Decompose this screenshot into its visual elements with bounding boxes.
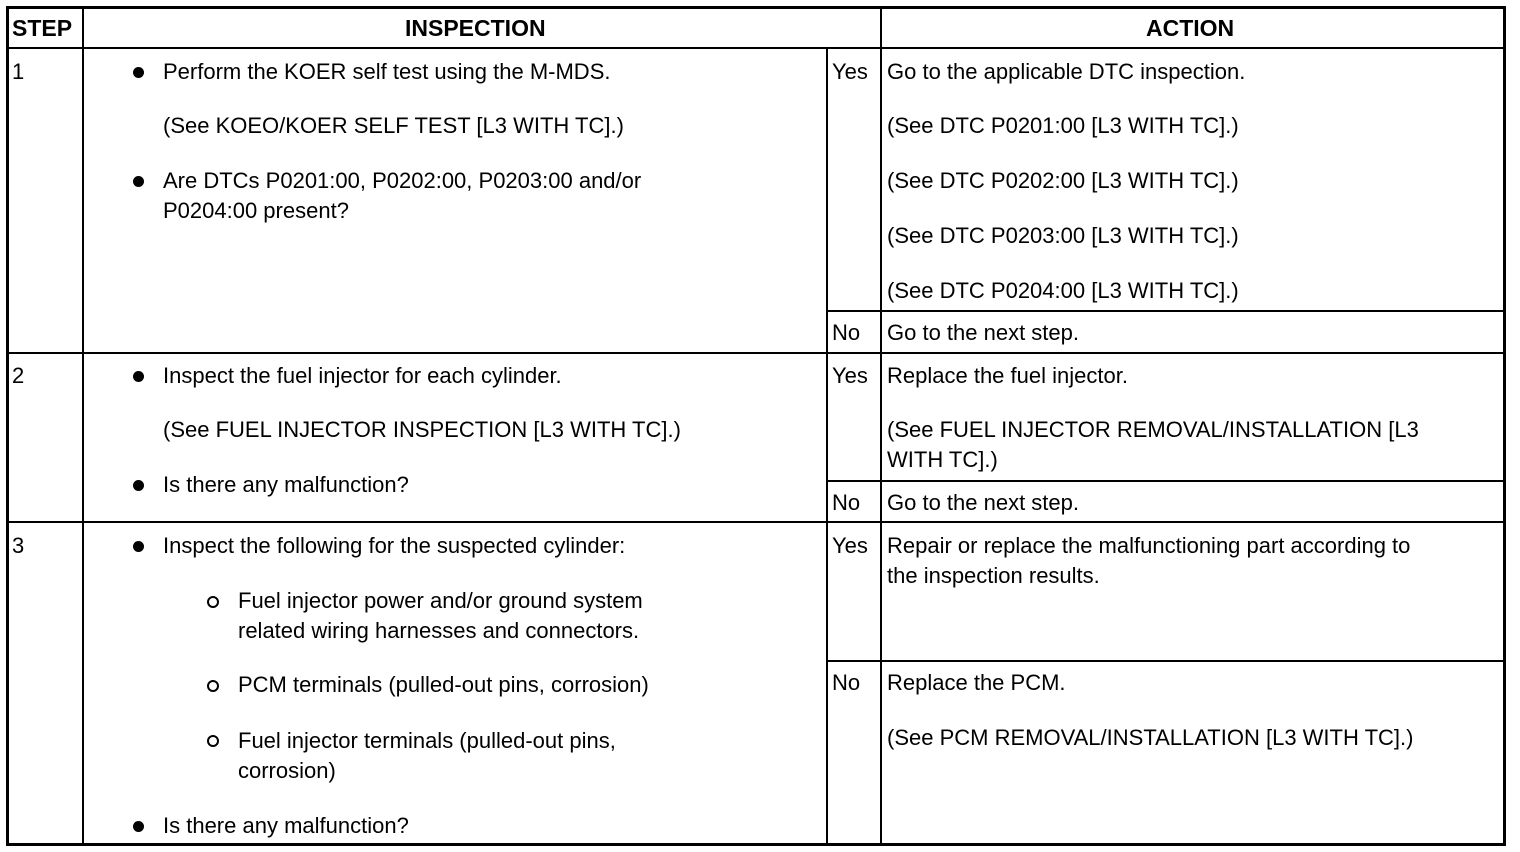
step-column-divider [82,8,84,844]
header-action: ACTION [1146,15,1235,41]
yes-label: Yes [832,59,868,84]
action-reference: (See DTC P0202:00 [L3 WITH TC].) [887,168,1239,193]
action-text: Go to the applicable DTC inspection. [887,59,1246,84]
action-reference: (See DTC P0201:00 [L3 WITH TC].) [887,113,1239,138]
inspection-text: Is there any malfunction? [163,472,409,497]
inspection-result-divider [826,49,828,844]
inspection-subitem: PCM terminals (pulled-out pins, corrosion) [238,672,649,697]
inspection-reference: (See KOEO/KOER SELF TEST [L3 WITH TC].) [163,113,624,138]
inspection-reference: (See FUEL INJECTOR INSPECTION [L3 WITH TC].) [163,417,681,442]
step-number: 2 [12,363,25,388]
action-text: Repair or replace the malfunctioning part according to [887,533,1411,558]
row2-yes-no-divider [826,480,1504,482]
no-label: No [832,670,861,695]
bullet-icon [133,480,144,491]
yes-label: Yes [832,363,868,388]
no-label: No [832,320,861,345]
inspection-text: Is there any malfunction? [163,813,409,838]
row1-yes-no-divider [826,310,1504,312]
sub-bullet-icon [207,680,219,692]
action-reference: WITH TC].) [887,447,998,472]
no-label: No [832,490,861,515]
bullet-icon [133,67,144,78]
row3-yes-no-divider [826,660,1504,662]
step-number: 1 [12,59,25,84]
inspection-subitem: Fuel injector power and/or ground system [238,588,643,613]
inspection-subitem: related wiring harnesses and connectors. [238,618,640,643]
bullet-icon [133,821,144,832]
action-column-divider [880,8,882,844]
header-divider [8,47,1504,49]
inspection-text: Inspect the following for the suspected cylinder: [163,533,626,558]
action-text: Go to the next step. [887,320,1080,345]
row2-divider [8,521,1504,523]
inspection-text: P0204:00 present? [163,198,349,223]
sub-bullet-icon [207,596,219,608]
step-number: 3 [12,533,25,558]
action-text: Replace the PCM. [887,670,1066,695]
inspection-subitem: corrosion) [238,758,336,783]
inspection-text: Are DTCs P0201:00, P0202:00, P0203:00 and/or [163,168,642,193]
sub-bullet-icon [207,735,219,747]
bullet-icon [133,371,144,382]
inspection-text: Inspect the fuel injector for each cylinder. [163,363,562,388]
action-reference: (See DTC P0204:00 [L3 WITH TC].) [887,278,1239,303]
inspection-subitem: Fuel injector terminals (pulled-out pins, [238,728,616,753]
action-text: Go to the next step. [887,490,1080,515]
bullet-icon [133,541,144,552]
header-inspection: INSPECTION [405,15,546,41]
bullet-icon [133,176,144,187]
row1-divider [8,352,1504,354]
action-reference: (See FUEL INJECTOR REMOVAL/INSTALLATION [L3 [887,417,1419,442]
action-text: Replace the fuel injector. [887,363,1128,388]
action-reference: (See DTC P0203:00 [L3 WITH TC].) [887,223,1239,248]
action-text: the inspection results. [887,563,1100,588]
inspection-text: Perform the KOER self test using the M-MDS. [163,59,611,84]
yes-label: Yes [832,533,868,558]
header-step: STEP [12,15,73,41]
action-reference: (See PCM REMOVAL/INSTALLATION [L3 WITH TC].) [887,725,1414,750]
